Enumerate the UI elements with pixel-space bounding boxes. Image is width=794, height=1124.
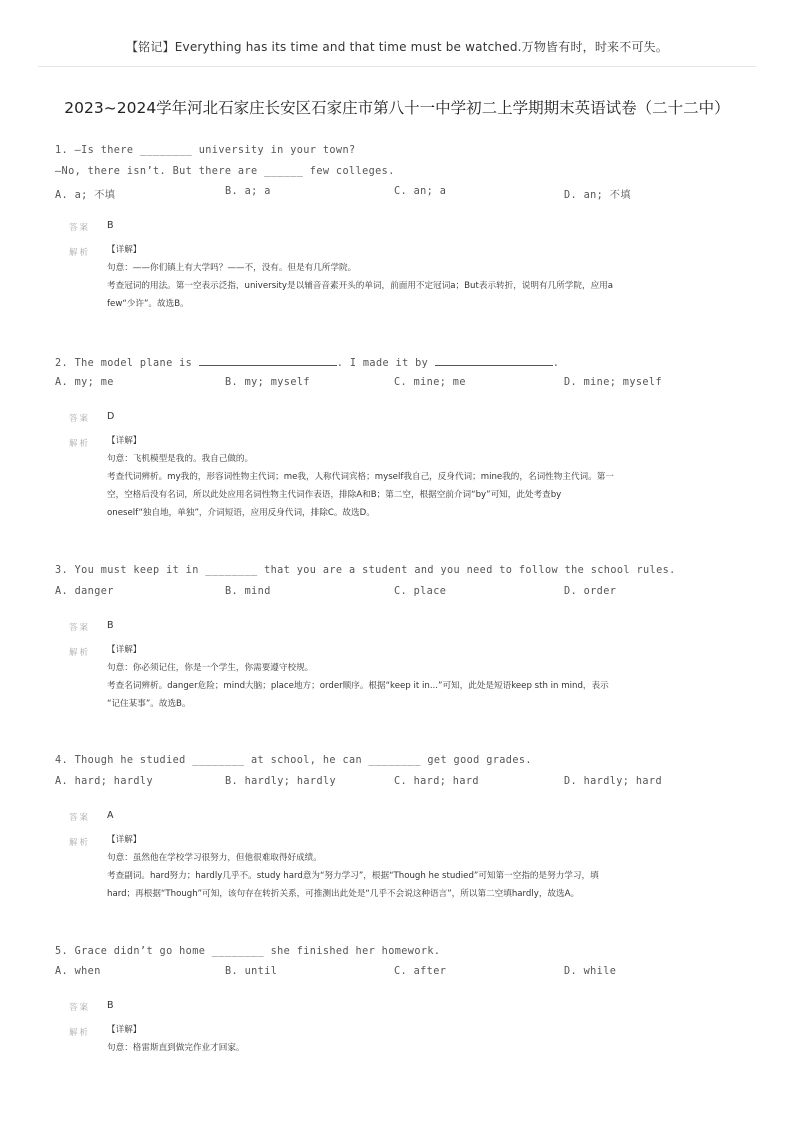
explanation-line: hard；再根据“Though”可知，该句存在转折关系，可推测出此处是“几乎不会说这种语言”，所以第二空填hardly，故选A。	[107, 889, 580, 899]
question-stem: 3. You must keep it in ________ that you are a student and you need to follow the school rules.	[55, 565, 676, 576]
option-a: A. hard; hardly	[55, 776, 154, 787]
analysis-label: 解析	[69, 1028, 91, 1038]
analysis-label: 解析	[69, 439, 91, 449]
option-b: B. hardly; hardly	[225, 776, 337, 787]
explanation-line: 【详解】	[107, 245, 142, 255]
option-d: D. while	[564, 966, 617, 977]
analysis-label: 解析	[69, 648, 91, 658]
option-a: A. my; me	[55, 377, 114, 388]
option-d: D. hardly; hard	[564, 776, 663, 787]
explanation-line: 考查冠词的用法。第一空表示泛指，university是以辅音音素开头的单词，前面用不定冠词a；But表示转折，说明有几所学院，应用a	[107, 281, 614, 291]
option-d: D. an; 不填	[564, 190, 631, 201]
explanation-line: 句意：格雷斯直到做完作业才回家。	[107, 1043, 245, 1053]
stem-text: . I made it by	[336, 358, 435, 369]
explanation-line: 考查代词辨析。my我的，形容词性物主代词；me我，人称代词宾格；myself我自己，反身代词；mine我的，名词性物主代词。第一	[107, 472, 614, 482]
option-a: A. danger	[55, 586, 114, 597]
answer-value: B	[107, 1000, 114, 1011]
explanation-line: 句意：飞机模型是我的。我自己做的。	[107, 454, 254, 464]
explanation-line: 考查名词辨析。danger危险；mind大脑；place地方；order顺序。根据“keep it in...”可知，此处是短语keep sth in mind，表示	[107, 681, 609, 691]
explanation	[107, 1021, 727, 1057]
explanation-line: 【详解】	[107, 436, 142, 446]
question-stem: —No, there isn’t. But there are ______ few colleges.	[55, 166, 395, 177]
explanation-line: 【详解】	[107, 835, 142, 845]
option-a: A. a; 不填	[55, 190, 116, 201]
option-b: B. a; a	[225, 186, 271, 197]
explanation-line: 句意：你必须记住，你是一个学生，你需要遵守校规。	[107, 663, 314, 673]
explanation-line: 句意：——你们镇上有大学吗？——不，没有。但是有几所学院。	[107, 263, 357, 273]
option-c: C. mine; me	[394, 377, 466, 388]
option-c: C. after	[394, 966, 447, 977]
explanation-line: 【详解】	[107, 1025, 142, 1035]
option-c: C. place	[394, 586, 447, 597]
question-stem: 1. —Is there ________ university in your town?	[55, 145, 356, 156]
explanation-line: 空，空格后没有名词，所以此处应用名词性物主代词作表语，排除A和B；第二空，根据空前介词“by”可知，此处考查by	[107, 490, 562, 500]
explanation	[107, 831, 727, 903]
question-stem	[55, 356, 559, 369]
option-d: D. order	[564, 586, 617, 597]
explanation-line: “记住某事”。故选B。	[107, 699, 191, 709]
answer-blank	[199, 356, 337, 366]
divider	[38, 66, 756, 67]
explanation-line: few“少许”。故选B。	[107, 299, 189, 309]
motto: 【铭记】Everything has its time and that time must be watched.万物皆有时，时来不可失。	[125, 40, 669, 54]
answer-value: D	[107, 411, 115, 422]
answer-value: B	[107, 220, 114, 231]
explanation-line: 【详解】	[107, 645, 142, 655]
option-a: A. when	[55, 966, 101, 977]
option-b: B. my; myself	[225, 377, 310, 388]
explanation	[107, 432, 727, 522]
answer-blank	[435, 356, 553, 366]
stem-text: 2. The model plane is	[55, 358, 199, 369]
answer-label: 答案	[69, 1003, 91, 1013]
answer-label: 答案	[69, 414, 91, 424]
explanation	[107, 241, 727, 313]
explanation-line: 考查副词。hard努力；hardly几乎不。study hard意为“努力学习”，根据“Though he studied”可知第一空指的是努力学习，填	[107, 871, 599, 881]
option-d: D. mine; myself	[564, 377, 663, 388]
answer-label: 答案	[69, 623, 91, 633]
page-title: 2023~2024学年河北石家庄长安区石家庄市第八十一中学初二上学期期末英语试卷（二十二中）	[64, 99, 730, 117]
analysis-label: 解析	[69, 248, 91, 258]
analysis-label: 解析	[69, 838, 91, 848]
explanation	[107, 641, 727, 713]
option-b: B. mind	[225, 586, 271, 597]
option-b: B. until	[225, 966, 278, 977]
answer-label: 答案	[69, 223, 91, 233]
explanation-line: 句意：虽然他在学校学习很努力，但他很难取得好成绩。	[107, 853, 322, 863]
option-c: C. an; a	[394, 186, 447, 197]
answer-value: B	[107, 620, 114, 631]
question-stem: 5. Grace didn’t go home ________ she finished her homework.	[55, 946, 441, 957]
question-stem: 4. Though he studied ________ at school, he can ________ get good grades.	[55, 755, 532, 766]
answer-label: 答案	[69, 813, 91, 823]
option-c: C. hard; hard	[394, 776, 479, 787]
stem-text: .	[552, 358, 560, 369]
explanation-line: oneself“独自地，单独”，介词短语，应用反身代词，排除C。故选D。	[107, 508, 375, 518]
answer-value: A	[107, 810, 114, 821]
